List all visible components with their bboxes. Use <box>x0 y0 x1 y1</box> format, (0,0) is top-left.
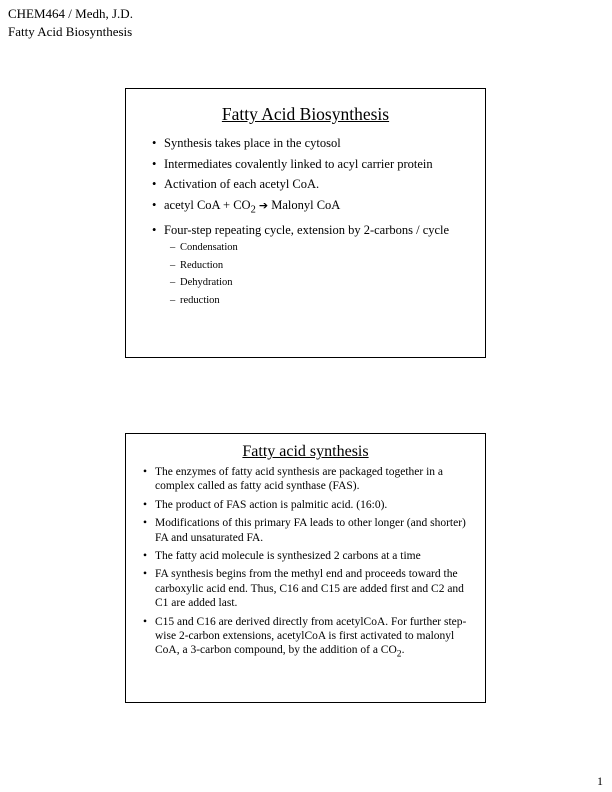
slide-2-bullet-list <box>155 465 475 662</box>
bullet-item: • The fatty acid molecule is synthesized 2 carbons at a time <box>155 549 475 563</box>
slide-1-title: Fatty Acid Biosynthesis <box>221 104 390 124</box>
slide-2 <box>125 433 486 703</box>
co2-subscript: 2 <box>396 648 402 660</box>
equation-reactants: acetyl CoA + CO <box>164 197 251 212</box>
bullet-item: • Activation of each acetyl CoA. <box>164 177 471 193</box>
slide-1-bullet-list <box>164 136 471 307</box>
cycle-step: – Condensation <box>180 241 471 254</box>
last-bullet-text: C15 and C16 are derived directly from acetylCoA. For further step-wise 2-carbon extensions, acetylCoA is first activated to malonyl CoA, a 3-carbon compound, by the addition of a CO <box>155 615 467 657</box>
bullet-item: • Modifications of this primary FA leads to other longer (and shorter) FA and unsaturated FA. <box>155 516 475 545</box>
bullet-item: • The product of FAS action is palmitic acid. (16:0). <box>155 498 475 512</box>
header-topic: Fatty Acid Biosynthesis <box>8 24 133 39</box>
page-header <box>8 5 133 41</box>
page-number: 1 <box>597 774 603 788</box>
cycle-step: – Dehydration <box>180 276 471 289</box>
cycle-text: Four-step repeating cycle, extension by 2-carbons / cycle <box>164 222 450 237</box>
bullet-item-equation <box>164 198 471 218</box>
equation-subscript: 2 <box>250 204 256 215</box>
bullet-item-last <box>155 615 475 663</box>
bullet-item: • Intermediates covalently linked to acyl carrier protein <box>164 157 471 173</box>
header-course: CHEM464 / Medh, J.D. <box>8 6 133 21</box>
right-arrow-icon: ➔ <box>258 198 269 212</box>
cycle-steps-list <box>180 241 471 307</box>
bullet-item: • FA synthesis begins from the methyl end and proceeds toward the carboxylic acid end. Thus, C16 and C15 are added first and C2 and C1 are added last. <box>155 567 475 610</box>
bullet-item: • The enzymes of fatty acid synthesis are packaged together in a complex called as fatty acid synthase (FAS). <box>155 465 475 494</box>
bullet-item-cycle <box>164 223 471 307</box>
bullet-item: • Synthesis takes place in the cytosol <box>164 136 471 152</box>
last-bullet-suffix: . <box>401 644 405 657</box>
cycle-step: – Reduction <box>180 259 471 272</box>
slide-1 <box>125 88 486 358</box>
equation-product: Malonyl CoA <box>268 197 341 212</box>
slide-2-title: Fatty acid synthesis <box>242 443 369 460</box>
cycle-step: – reduction <box>180 294 471 307</box>
